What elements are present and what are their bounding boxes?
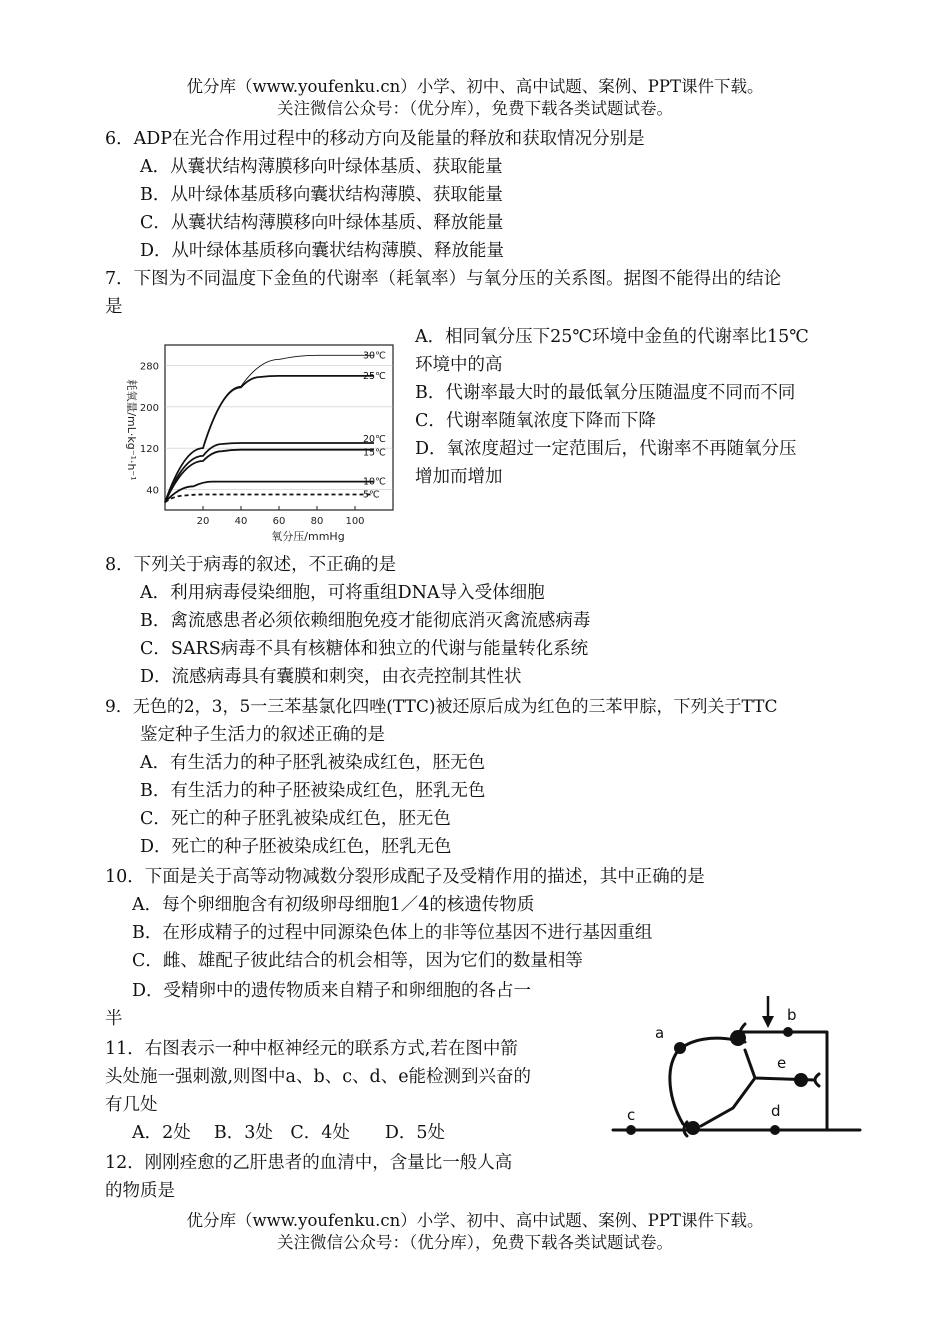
q11-options: A．2处 B．3处 C．4处 D．5处 [132,1123,446,1143]
chart-legend-30℃: 30℃ [363,350,386,362]
point-c-marker [626,1125,636,1135]
chart-y-tick-120: 120 [139,444,159,456]
q10-option-d: D．受精卵中的遗传物质来自精子和卵细胞的各占一 [132,981,532,1001]
lower-neuron-body [686,1121,700,1135]
q9-option-c: C．死亡的种子胚乳被染成红色，胚无色 [140,809,451,829]
footer-line-2: 关注微信公众号：（优分库），免费下载各类试题试卷。 [277,1233,673,1252]
q10-stem: 10．下面是关于高等动物减数分裂形成配子及受精作用的描述，其中正确的是 [105,867,705,887]
upper-neuron-body [730,1030,746,1046]
q6-stem: 6．ADP在光合作用过程中的移动方向及能量的释放和获取情况分别是 [105,129,645,149]
chart-series-25℃ [165,376,374,502]
chart-x-tick-80: 80 [310,516,324,527]
chart-x-tick-60: 60 [272,516,286,527]
q9-stem-line-1: 9．无色的2，3，5一三苯基氯化四唑(TTC)被还原后成为红色的三苯甲腙，下列关于TTC [105,697,778,717]
chart-x-axis-label: 氧分压/mmHg [271,530,345,543]
q6-option-b: B．从叶绿体基质移向囊状结构薄膜、获取能量 [140,185,503,205]
chart-y-tick-280: 280 [139,361,159,373]
chart-series-30℃ [165,355,374,502]
q7-option-b: B．代谢率最大时的最低氧分压随温度不同而不同 [415,383,796,403]
q6-option-c: C．从囊状结构薄膜移向叶绿体基质、释放能量 [140,213,504,233]
header-line-2: 关注微信公众号：（优分库），免费下载各类试题试卷。 [277,99,673,118]
q12-stem-line-2: 的物质是 [105,1181,175,1201]
label-b: b [787,1006,797,1024]
point-e-marker [794,1073,808,1087]
q9-option-a: A．有生活力的种子胚乳被染成红色，胚无色 [140,753,486,773]
branch-to-bottom-neuron [701,1078,755,1126]
chart-y-axis-label: 耗氧量/mL·kg⁻¹·h⁻¹ [125,379,138,481]
header-line-1: 优分库（www.youfenku.cn）小学、初中、高中试题、案例、PPT课件下载。 [186,77,764,96]
chart-legend-25℃: 25℃ [363,370,386,382]
neuron-circuit-diagram [605,990,870,1140]
q7-option-d: D．氧浓度超过一定范围后，代谢率不再随氧分压 [415,439,797,459]
q9-stem-line-2: 鉴定种子生活力的叙述正确的是 [140,725,385,745]
metabolic-rate-chart [108,330,408,545]
synapse-e [815,1074,819,1086]
q7-option-a-wrap: 环境中的高 [415,355,503,375]
q8-option-d: D．流感病毒具有囊膜和刺突，由衣壳控制其性状 [140,667,522,687]
q7-stem-line-2: 是 [105,297,123,317]
point-b-marker [783,1027,793,1037]
chart-x-tick-100: 100 [345,516,365,527]
chart-legend-20℃: 20℃ [363,433,386,445]
point-d-marker [770,1125,780,1135]
q8-stem: 8．下列关于病毒的叙述，不正确的是 [105,555,397,575]
chart-legend-15℃: 15℃ [363,447,386,459]
chart-y-tick-40: 40 [146,485,159,497]
q11-stem-line-2: 头处施一强刺激,则图中a、b、c、d、e能检测到兴奋的 [105,1067,532,1087]
footer-line-1: 优分库（www.youfenku.cn）小学、初中、高中试题、案例、PPT课件下载。 [186,1211,764,1230]
q11-stem-line-1: 11．右图表示一种中枢神经元的联系方式,若在图中箭 [105,1039,518,1059]
chart-frame [165,345,393,510]
chart-x-tick-20: 20 [196,516,210,527]
q10-option-a: A．每个卵细胞含有初级卵母细胞1／4的核遗传物质 [132,895,535,915]
q8-option-c: C．SARS病毒不具有核糖体和独立的代谢与能量转化系统 [140,639,589,659]
chart-series-10℃ [165,482,374,503]
chart-series-20℃ [165,443,374,502]
q12-stem-line-1: 12．刚刚痊愈的乙肝患者的血清中，含量比一般人高 [105,1153,513,1173]
chart-legend-5℃: 5℃ [363,489,380,501]
q7-option-a: A．相同氧分压下25℃环境中金鱼的代谢率比15℃ [415,327,809,347]
q9-option-b: B．有生活力的种子胚被染成红色，胚乳无色 [140,781,486,801]
chart-y-tick-200: 200 [139,402,159,414]
q7-option-d-wrap: 增加而增加 [415,467,503,487]
q7-stem-line-1: 7．下图为不同温度下金鱼的代谢率（耗氧率）与氧分压的关系图。据图不能得出的结论 [105,269,782,289]
label-e: e [777,1054,787,1072]
q6-option-d: D．从叶绿体基质移向囊状结构薄膜、释放能量 [140,241,505,261]
q10-option-b: B．在形成精子的过程中同源染色体上的非等位基因不进行基因重组 [132,923,653,943]
q6-option-a: A．从囊状结构薄膜移向叶绿体基质、获取能量 [140,157,503,177]
label-a: a [655,1024,665,1042]
q8-option-b: B．禽流感患者必须依赖细胞免疫才能彻底消灭禽流感病毒 [140,611,591,631]
chart-x-tick-40: 40 [234,516,248,527]
q10-option-c: C．雌、雄配子彼此结合的机会相等，因为它们的数量相等 [132,951,583,971]
stimulus-arrow-icon [762,996,774,1028]
chart-series-5℃ [165,495,374,503]
q8-option-a: A．利用病毒侵染细胞，可将重组DNA导入受体细胞 [140,583,545,603]
chart-legend-10℃: 10℃ [363,476,386,488]
point-a-marker [674,1042,686,1054]
q11-stem-line-3: 有几处 [105,1095,158,1115]
q10-option-d-wrap: 半 [105,1009,123,1029]
label-c: c [627,1106,636,1124]
label-d: d [771,1102,781,1120]
q9-option-d: D．死亡的种子胚被染成红色，胚乳无色 [140,837,452,857]
q7-option-c: C．代谢率随氧浓度下降而下降 [415,411,656,431]
